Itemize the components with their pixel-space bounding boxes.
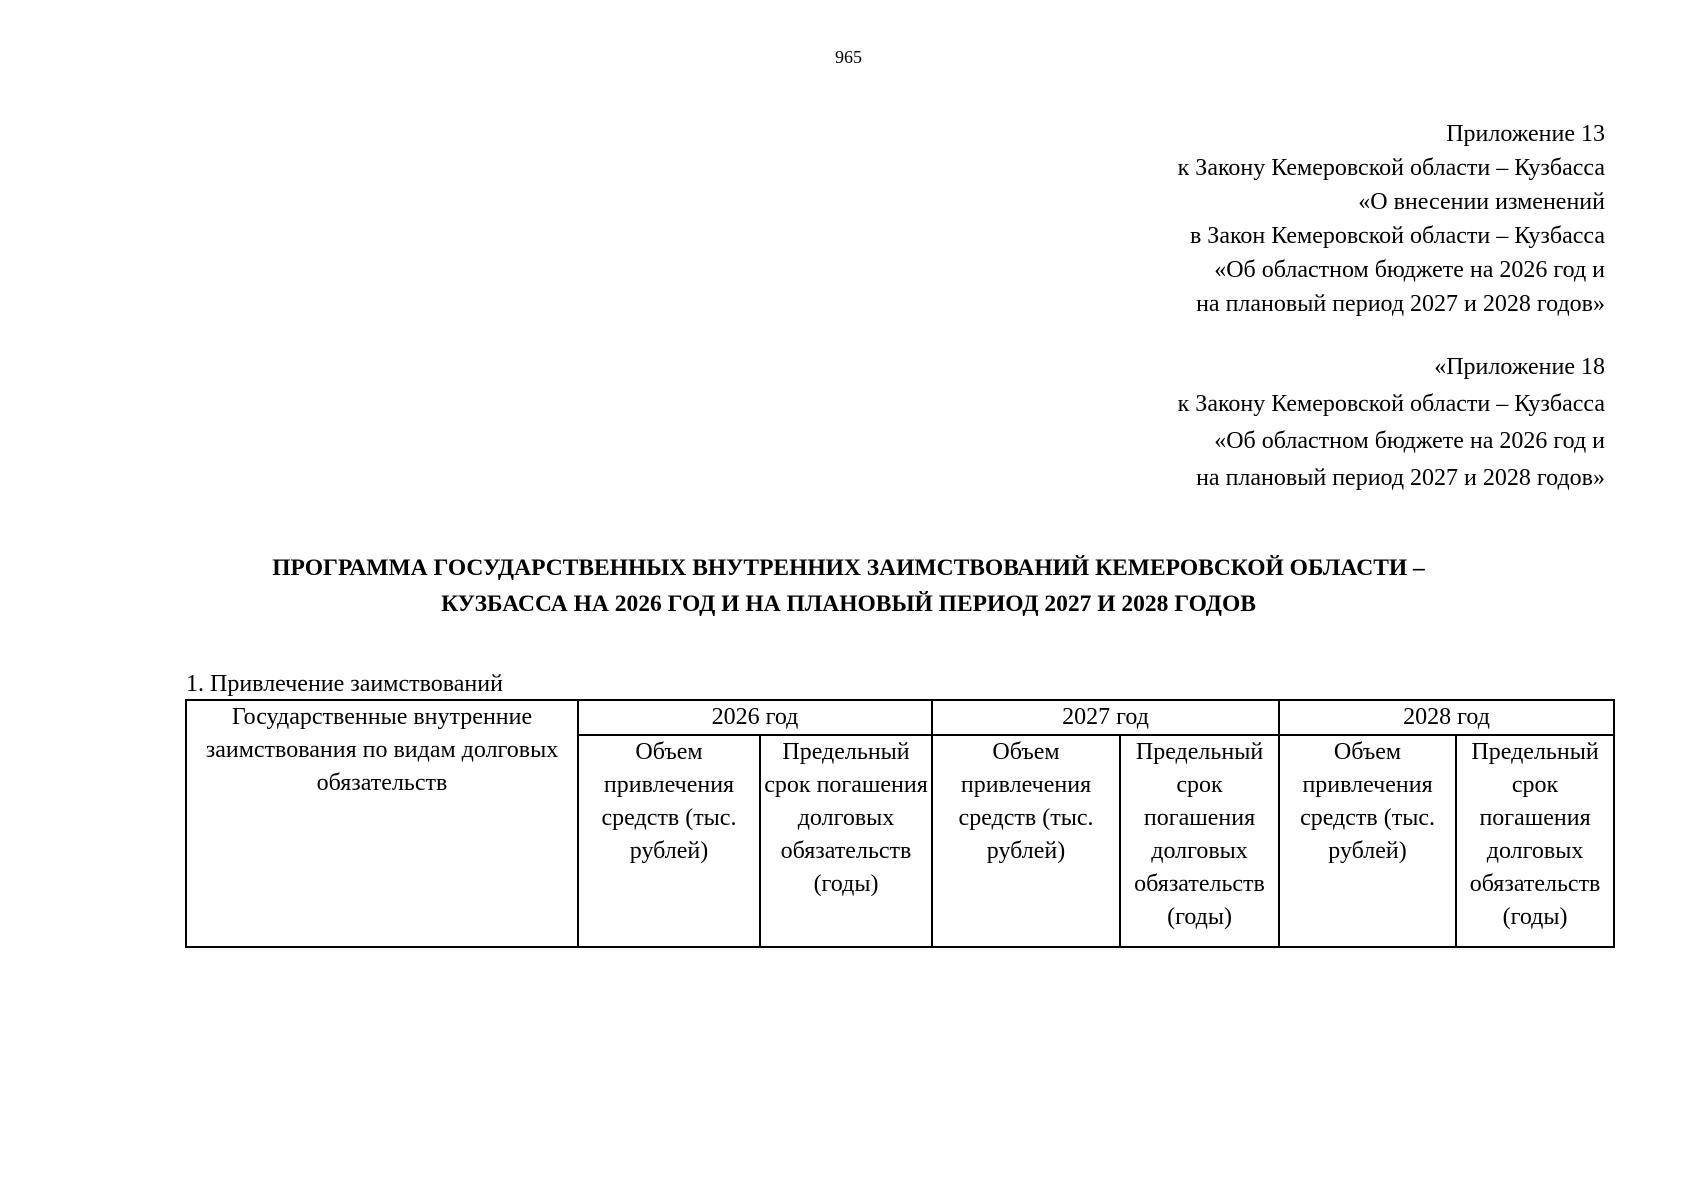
- document-title-line: КУЗБАССА НА 2026 ГОД И НА ПЛАНОВЫЙ ПЕРИОД 2027 И 2028 ГОДОВ: [441, 591, 1256, 617]
- appendix-18-note: [1178, 349, 1605, 497]
- year-header-2026: 2026 год: [578, 700, 932, 735]
- appendix-18-line: «Об областном бюджете на 2026 год и: [1214, 428, 1605, 454]
- appendix-18-line: на плановый период 2027 и 2028 годов»: [1196, 465, 1605, 491]
- volume-header-2026: Объем привлечения средств (тыс. рублей): [578, 735, 760, 947]
- borrowing-type-header: Государственные внутренние заимствования по видам долговых обязательств: [186, 700, 578, 947]
- volume-header-2028: Объем привлечения средств (тыс. рублей): [1279, 735, 1456, 947]
- appendix-13-line: к Закону Кемеровской области – Кузбасса: [1177, 155, 1605, 181]
- appendix-13-note: [1178, 117, 1605, 321]
- borrowing-table: [185, 699, 1615, 948]
- document-title: [0, 550, 1697, 622]
- term-header-2027: Предельный срок погашения долговых обязательств (годы): [1120, 735, 1279, 947]
- year-header-2027: 2027 год: [932, 700, 1279, 735]
- volume-header-2027: Объем привлечения средств (тыс. рублей): [932, 735, 1120, 947]
- table-header-row: [186, 700, 1614, 735]
- year-header-2028: 2028 год: [1279, 700, 1614, 735]
- page-number: 965: [835, 47, 862, 67]
- appendix-18-line: «Приложение 18: [1434, 354, 1605, 380]
- term-header-2028: Предельный срок погашения долговых обязательств (годы): [1456, 735, 1614, 947]
- appendix-13-line: Приложение 13: [1446, 121, 1605, 147]
- appendix-13-line: в Закон Кемеровской области – Кузбасса: [1189, 223, 1605, 249]
- section-heading: 1. Привлечение заимствований: [186, 671, 503, 697]
- appendix-13-line: «О внесении изменений: [1358, 189, 1605, 215]
- term-header-2026: Предельный срок погашения долговых обязательств (годы): [760, 735, 932, 947]
- appendix-13-line: «Об областном бюджете на 2026 год и: [1214, 257, 1605, 283]
- document-title-line: ПРОГРАММА ГОСУДАРСТВЕННЫХ ВНУТРЕННИХ ЗАИМСТВОВАНИЙ КЕМЕРОВСКОЙ ОБЛАСТИ –: [272, 555, 1425, 581]
- appendix-13-line: на плановый период 2027 и 2028 годов»: [1196, 291, 1605, 317]
- appendix-18-line: к Закону Кемеровской области – Кузбасса: [1177, 391, 1605, 417]
